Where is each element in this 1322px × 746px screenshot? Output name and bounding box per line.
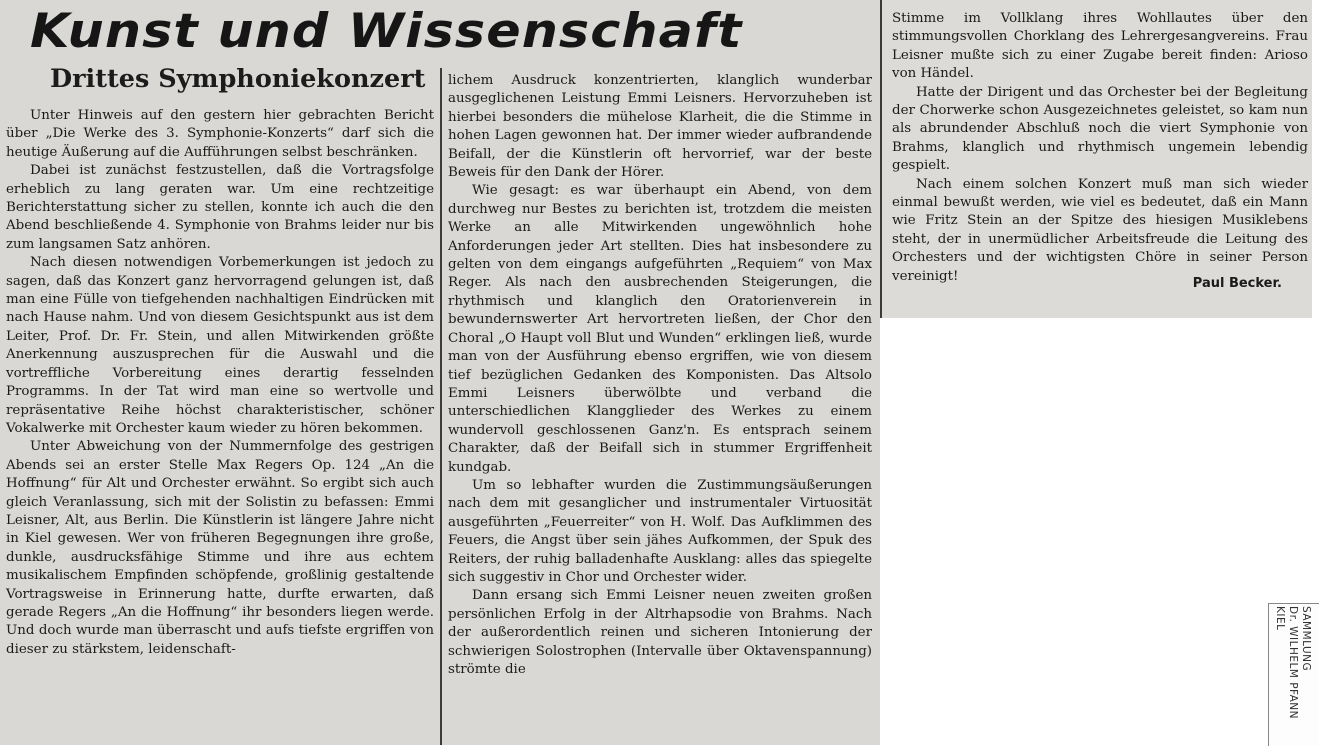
paragraph: Dann ersang sich Emmi Leisner neuen zweiten großen persönlichen Erfolg in der Altrhapsodie von Brahms. Nach der außerordentlich reinen und sicheren Intonierung der schwierigen Solostrophen (Intervalle über Oktavenspannung) strömte die [448,588,872,677]
stamp-line: KIEL [1274,606,1286,631]
stamp-line: Dr. WILHELM PFANN [1287,606,1299,720]
author-byline: Paul Becker. [1192,276,1282,291]
paragraph: Wie gesagt: es war überhaupt ein Abend, von dem durchweg nur Bestes zu berichten ist, trotzdem die meisten Werke an alle Mitwirkenden ungewöhnlich hohe Anforderungen jeder Art stellten. Dies hat insbesondere zu gelten von dem eingangs aufgeführten „Requiem“ von Max Reger. Als nach den ausbrechenden Steigerungen, die rhythmisch und klanglich den Oratorienverein in bewundernswerter Art hervortreten ließen, der Chor den Choral „O Haupt voll Blut und Wunden“ erklingen ließ, wurde man von der Ausführung ebenso ergriffen, wie von diesem tief bezüglichen Gedanken des Komponisten. Das Altsolo Emmi Leisners überwölbte und verband die unterschiedlichen Klangglieder des Werkes zu einem wundervoll geschlossenen Ganz'n. Es entsprach seinem Charakter, daß der Beifall sich in stummer Ergriffenheit kundgab. [448,183,872,475]
paragraph: Nach diesen notwendigen Vorbemerkungen ist jedoch zu sagen, daß das Konzert ganz hervorragend gelungen ist, daß man eine Fülle von tiefgehenden nachhaltigen Eindrücken mit nach Hause nahm. Und von diesem Gesichtspunkt aus ist dem Leiter, Prof. Dr. Fr. Stein, und allen Mitwirkenden größte Anerkennung auszusprechen für die Auswahl und die vortreffliche Vorbereitung eines derartig fesselnden Programms. In der Tat wird man eine so wertvolle und repräsentative Reihe höchst charakteristischer, schöner Vokalwerke mit Orchester kaum wieder zu hören bekommen. [6,255,434,436]
paragraph: Stimme im Vollklang ihres Wohllautes über den stimmungsvollen Chorklang des Lehrergesangvereins. Frau Leisner mußte sich zu einer Zugabe bereit finden: Arioso von Händel. [892,11,1308,82]
paragraph: Unter Hinweis auf den gestern hier gebrachten Bericht über „Die Werke des 3. Symphonie-Konzerts“ darf sich die heutige Äußerung auf die Aufführungen selbst beschränken. [6,108,434,160]
article-headline: Drittes Symphoniekonzert [50,64,426,93]
paragraph: Nach einem solchen Konzert muß man sich wieder einmal bewußt werden, wie viel es bedeutet, daß ein Mann wie Fritz Stein an der Spitze des hiesigen Musiklebens steht, der in unermüdlicher Arbeitsfreude die Leitung des Orchesters und der wichtigsten Chöre in seiner Person vereinigt! [892,176,1308,284]
column-divider [440,68,442,745]
article-column-2 [448,72,872,679]
article-column-3 [892,10,1308,286]
newspaper-clipping-continuation [880,0,1312,318]
stamp-line: SAMMLUNG [1300,606,1312,672]
section-title: Kunst und Wissenschaft [30,4,743,59]
paragraph: Unter Abweichung von der Nummernfolge des gestrigen Abends sei an erster Stelle Max Regers Op. 124 „An die Hoffnung“ für Alt und Orchester erwähnt. So ergibt sich auch gleich Veranlassung, sich mit der Solistin zu befassen: Emmi Leisner, Alt, aus Berlin. Die Künstlerin ist längere Jahre nicht in Kiel gewesen. Wer von früheren Begegnungen ihre große, dunkle, ausdrucksfähige Stimme und ihre aus echtem musikalischem Empfinden schöpfende, großlinig gestaltende Vortragsweise in Erinnerung hatte, durfte erwarten, daß gerade Regers „An die Hoffnung“ ihr besonders liegen werde. Und doch wurde man überrascht und aufs tiefste ergriffen von dieser zu stärkstem, leidenschaft- [6,439,434,657]
article-column-1 [6,107,434,659]
paragraph: Um so lebhafter wurden die Zustimmungsäußerungen nach dem mit gesanglicher und instrumentaler Virtuosität ausgeführten „Feuerreiter“ von H. Wolf. Das Aufklimmen des Feuers, die Angst über sein jähes Aufkommen, der Spuk des Reiters, der ruhig balladenhafte Ausklang: alles das spiegelte sich suggestiv in Chor und Orchester wider. [448,477,872,585]
archive-stamp-text [1273,606,1312,719]
paragraph: Hatte der Dirigent und das Orchester bei der Begleitung der Chorwerke schon Ausgezeichnetes geleistet, so kam nun als abrundender Abschluß noch die viert Symphonie von Brahms, klanglich und rhythmisch ungemein lebendig gespielt. [892,84,1308,174]
paragraph: Dabei ist zunächst festzustellen, daß die Vortragsfolge erheblich zu lang geraten war. Um eine rechtzeitige Berichterstattung sicher zu stellen, konnte ich auch die den Abend beschließende 4. Symphonie von Brahms leider nur bis zum langsamen Satz anhören. [6,163,434,252]
paragraph: lichem Ausdruck konzentrierten, klanglich wunderbar ausgeglichenen Leistung Emmi Leisners. Hervorzuheben ist hierbei besonders die mühelose Klarheit, die die Stimme in hohen Lagen gewonnen hat. Der immer wieder aufbrandende Beifall, der die Künstlerin oft hervorrief, war der beste Beweis für den Dank der Hörer. [448,73,872,181]
